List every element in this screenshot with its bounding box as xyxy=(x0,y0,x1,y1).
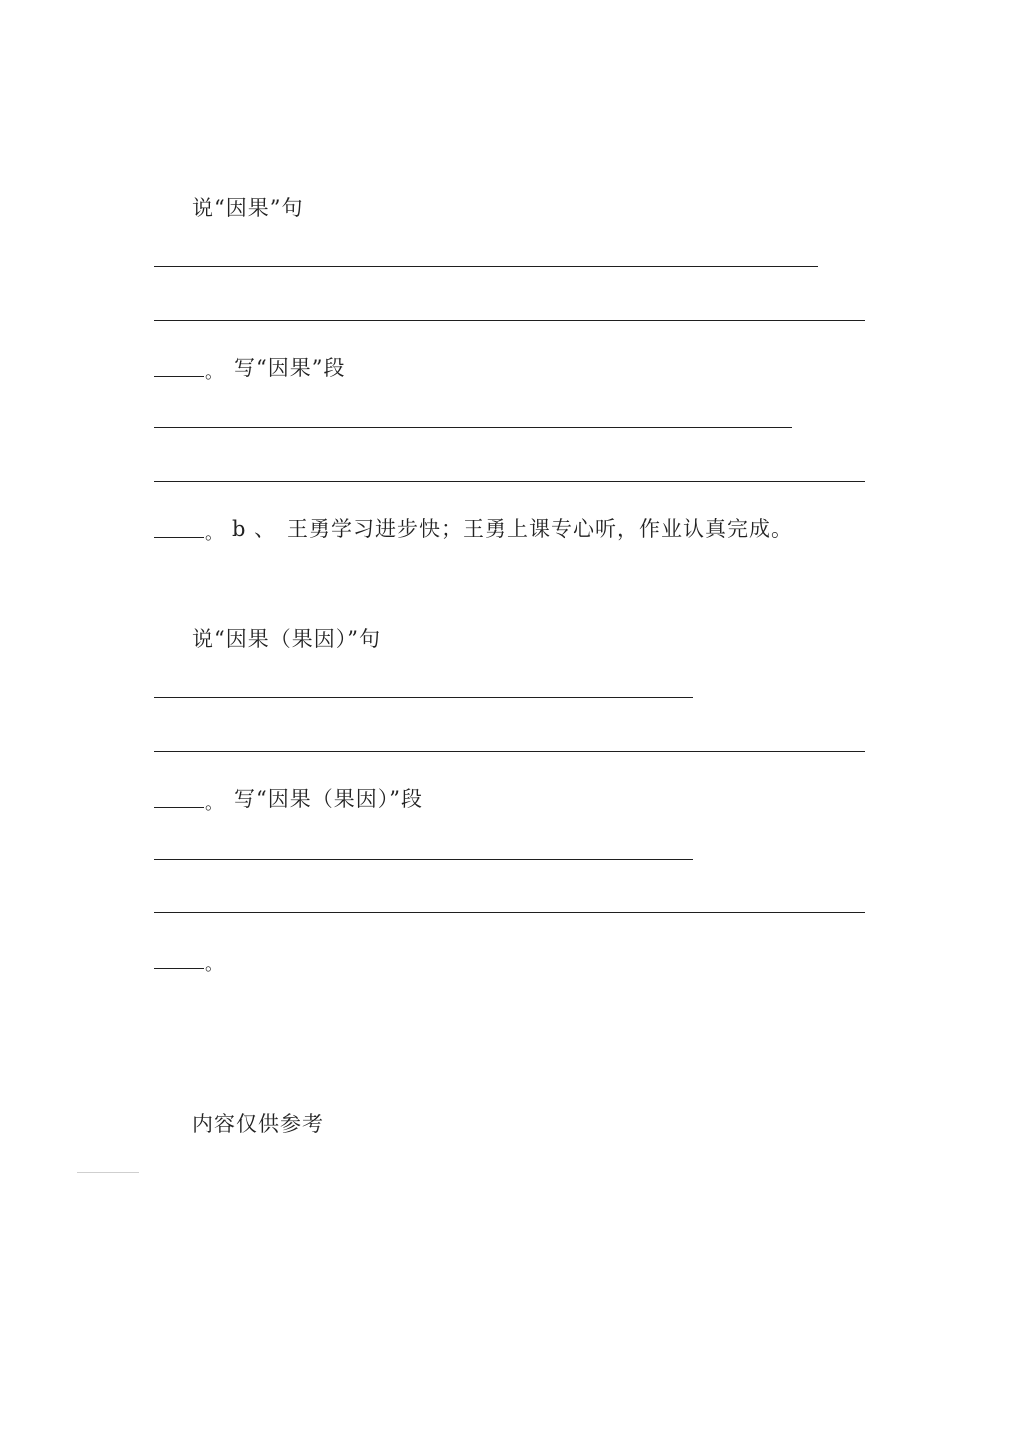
section2-write-heading: 写“因果（果因）”段 xyxy=(234,787,423,811)
write-period-1: 。 xyxy=(205,523,223,544)
section1-write-heading: 写“因果”段 xyxy=(234,356,346,380)
footer-note: 内容仅供参考 xyxy=(192,1112,324,1136)
answer-blank-1[interactable] xyxy=(154,376,204,377)
section1-heading: 说“因果”句 xyxy=(192,196,304,220)
item-b-prefix: b 、 xyxy=(232,517,277,541)
write-blank-1[interactable] xyxy=(154,537,204,538)
item-b-text: 王勇学习进步快；王勇上课专心听，作业认真完成。 xyxy=(287,517,793,541)
section2-heading: 说“因果（果因）”句 xyxy=(192,627,381,651)
answer-line-3[interactable] xyxy=(154,697,693,698)
write-line-2[interactable] xyxy=(154,481,865,482)
write-blank-2[interactable] xyxy=(154,968,204,969)
answer-line-2[interactable] xyxy=(154,320,865,321)
write-period-2: 。 xyxy=(205,954,223,975)
write-line-1[interactable] xyxy=(154,427,792,428)
answer-blank-2[interactable] xyxy=(154,807,204,808)
write-line-4[interactable] xyxy=(154,912,865,913)
footer-divider xyxy=(77,1172,139,1173)
answer-line-4[interactable] xyxy=(154,751,865,752)
answer-period-2: 。 xyxy=(205,793,223,814)
write-line-3[interactable] xyxy=(154,859,693,860)
answer-period-1: 。 xyxy=(205,362,223,383)
answer-line-1[interactable] xyxy=(154,266,818,267)
